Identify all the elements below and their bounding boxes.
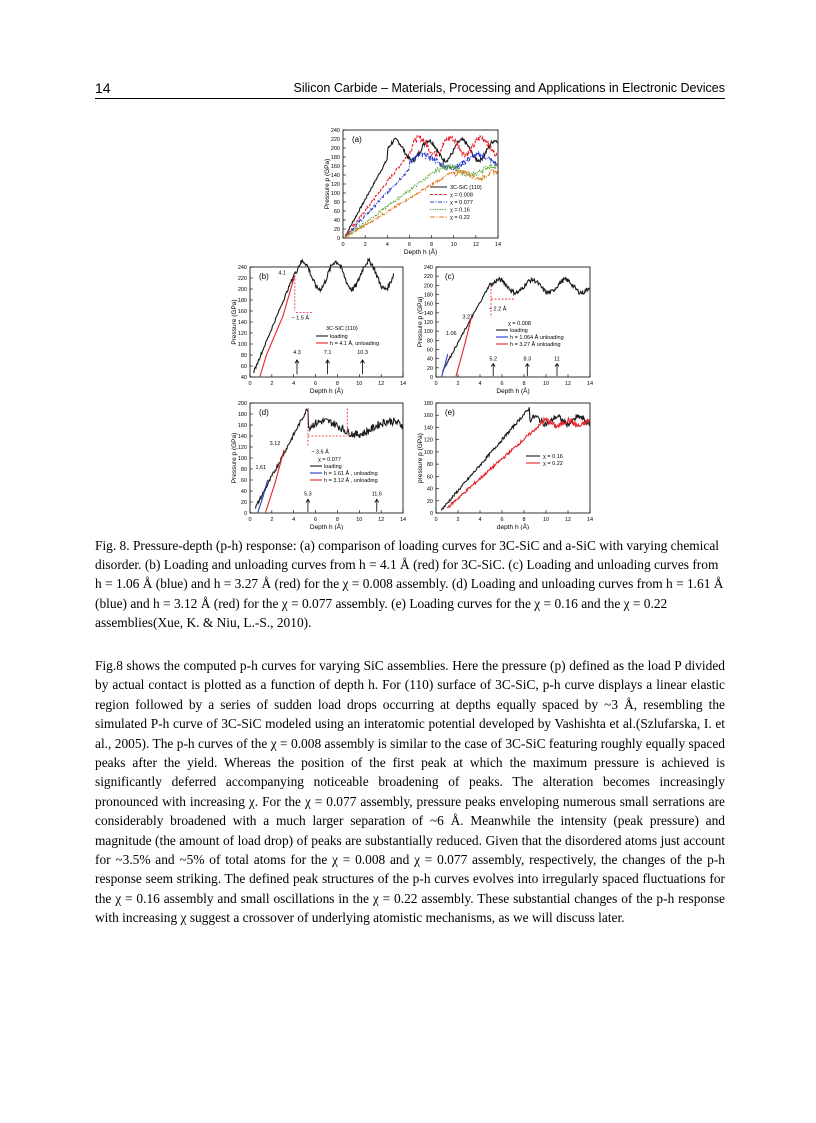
y-tick-label: 200 <box>237 401 247 407</box>
legend-entry: loading <box>324 464 342 470</box>
x-tick-label: 12 <box>564 381 572 387</box>
peak-annotation: 3.27 <box>462 314 474 321</box>
y-tick-label: 20 <box>240 500 247 506</box>
y-tick-label: 120 <box>330 182 340 188</box>
panel-label-d: (d) <box>259 408 269 417</box>
arrow-marker <box>375 499 379 512</box>
x-tick-label: 4 <box>478 517 482 523</box>
y-axis-label: Pressure (GPa) <box>231 299 238 345</box>
x-tick-label: 6 <box>314 381 318 387</box>
y-tick-label: 40 <box>426 356 433 363</box>
panel-frame-a <box>343 130 498 238</box>
y-tick-label: 180 <box>423 401 433 407</box>
y-tick-label: 60 <box>426 347 433 354</box>
panel-label-b: (b) <box>259 272 269 281</box>
x-tick-label: 0 <box>248 381 252 387</box>
x-tick-label: 2 <box>270 517 274 523</box>
x-tick-label: 4 <box>292 517 296 523</box>
legend-entry: χ = 0.008 <box>450 192 473 199</box>
x-tick-label: 8 <box>522 517 526 523</box>
x-tick-label: 2 <box>363 242 367 248</box>
arrow-label: 11 <box>554 356 560 363</box>
y-axis-label: Pressure p (GPa) <box>231 432 238 484</box>
x-tick-label: 8 <box>335 381 339 387</box>
y-tick-label: 180 <box>330 155 340 161</box>
separation-annotation: ~ 1.5 Å <box>291 315 310 322</box>
legend-entry: χ = 0.22 <box>543 461 563 467</box>
x-tick-label: 6 <box>314 517 318 523</box>
y-tick-label: 100 <box>423 329 433 336</box>
legend-entry: loading <box>510 328 528 334</box>
y-tick-label: 140 <box>330 173 340 179</box>
arrow-marker <box>361 360 365 374</box>
x-axis-label: Depth h (Å) <box>309 524 344 530</box>
legend-entry: h = 3.12 Å , unloading <box>324 478 378 484</box>
peak-annotation: 1.61 <box>255 465 267 471</box>
peak-annotation: 3.12 <box>269 440 281 447</box>
arrow-marker <box>491 364 495 376</box>
legend-entry: χ = 0.077 <box>450 200 473 206</box>
x-axis-label: depth h (Å) <box>496 524 530 530</box>
y-tick-label: 40 <box>426 486 433 493</box>
y-tick-label: 160 <box>330 164 340 170</box>
x-tick-label: 10 <box>542 517 550 523</box>
legend-entry: χ = 0.16 <box>543 454 563 460</box>
y-tick-label: 120 <box>237 331 247 337</box>
arrow-marker <box>306 499 310 512</box>
y-tick-label: 200 <box>330 146 340 152</box>
separation-annotation: ~ 3.6 Å <box>311 449 329 456</box>
x-tick-label: 14 <box>586 381 594 387</box>
y-tick-label: 160 <box>237 309 247 315</box>
x-tick-label: 10 <box>450 242 457 248</box>
y-tick-label: 220 <box>330 137 340 143</box>
y-tick-label: 40 <box>240 489 247 495</box>
arrow-marker <box>295 360 299 374</box>
x-tick-label: 6 <box>500 517 504 523</box>
x-tick-label: 14 <box>399 517 407 523</box>
y-tick-label: 80 <box>426 338 433 345</box>
y-tick-label: 240 <box>330 128 340 134</box>
arrow-marker <box>555 364 559 376</box>
panel-frame-e <box>436 403 590 513</box>
y-tick-label: 40 <box>240 375 247 381</box>
x-tick-label: 10 <box>356 381 363 387</box>
x-tick-label: 6 <box>407 242 411 248</box>
legend-entry: h = 4.1 Å, unloading <box>330 341 380 347</box>
x-axis-label: Depth h (Å) <box>309 388 344 395</box>
y-tick-label: 40 <box>333 218 340 224</box>
x-tick-label: 6 <box>500 381 504 387</box>
series-chi-022 <box>447 418 590 508</box>
x-tick-label: 10 <box>542 381 550 387</box>
panel-label-c: (c) <box>445 272 455 281</box>
y-tick-label: 80 <box>426 462 433 469</box>
y-tick-label: 200 <box>237 287 247 293</box>
y-tick-label: 140 <box>237 320 247 326</box>
x-tick-label: 0 <box>341 242 345 248</box>
y-tick-label: 180 <box>237 298 247 304</box>
legend-entry: h = 3.27 Å unloading <box>510 342 561 348</box>
arrow-label: 7.1 <box>323 349 332 356</box>
x-tick-label: 12 <box>378 517 385 523</box>
legend-entry: χ = 0.077 <box>318 457 341 463</box>
y-tick-label: 80 <box>333 200 340 206</box>
x-tick-label: 10 <box>356 517 363 523</box>
series-chi-022 <box>345 170 497 238</box>
x-tick-label: 4 <box>292 381 296 387</box>
y-tick-label: 160 <box>237 423 247 429</box>
y-tick-label: 140 <box>237 434 247 440</box>
y-axis-label: Pressure p (GPa) <box>417 296 424 348</box>
x-tick-label: 0 <box>434 381 438 387</box>
x-tick-label: 8 <box>522 381 526 387</box>
legend-entry: χ = 0.16 <box>450 207 470 214</box>
y-tick-label: 100 <box>423 449 433 456</box>
y-tick-label: 140 <box>423 310 433 317</box>
x-tick-label: 4 <box>385 242 389 248</box>
arrow-label: 5.2 <box>489 356 498 363</box>
arrow-marker <box>326 360 330 374</box>
legend-entry: loading <box>330 334 348 340</box>
y-tick-label: 60 <box>240 478 247 484</box>
x-tick-label: 2 <box>270 381 274 387</box>
y-axis-label: pressure p (GPa) <box>417 433 424 483</box>
y-tick-label: 20 <box>426 498 433 505</box>
y-tick-label: 160 <box>423 301 433 308</box>
y-tick-label: 240 <box>423 265 433 271</box>
figure-caption: Fig. 8. Pressure-depth (p-h) response: (a) comparison of loading curves for 3C-SiC and a-SiC with varying chemical disorder. (b) Loading and unloading curves from h = 4.1 Å (red) for 3C-SiC. (c) Loading and unloading curves from h = 1.06 Å (blue) and h = 3.27 Å (red) for the χ = 0.008 assembly. (d) Loading and unloading curves from h = 1.61 Å (blue) and h = 3.12 Å (red) for the χ = 0.077 assembly. (e) Loading curves for the χ = 0.16 and the χ = 0.22 assemblies(Xue, K. & Niu, L.-S., 2010). <box>95 538 724 630</box>
separation-annotation: ~ 2.2 Å <box>488 306 507 313</box>
y-tick-label: 200 <box>423 283 433 290</box>
y-tick-label: 0 <box>429 511 433 517</box>
x-tick-label: 2 <box>456 381 460 387</box>
series-unloading-3.27 <box>456 315 472 377</box>
x-tick-label: 2 <box>456 517 460 523</box>
arrow-label: 5.3 <box>304 491 312 498</box>
legend-entry: χ = 0.008 <box>508 321 531 327</box>
y-tick-label: 20 <box>333 227 340 233</box>
y-tick-label: 220 <box>423 274 433 281</box>
x-tick-label: 8 <box>335 517 339 523</box>
y-tick-label: 160 <box>423 413 433 420</box>
x-tick-label: 14 <box>494 242 502 248</box>
y-tick-label: 120 <box>237 445 247 451</box>
y-tick-label: 180 <box>423 292 433 299</box>
y-tick-label: 80 <box>240 467 247 473</box>
x-tick-label: 4 <box>478 381 482 387</box>
arrow-label: 11.6 <box>371 491 382 498</box>
arrow-marker <box>525 364 529 376</box>
y-tick-label: 60 <box>240 364 247 370</box>
legend-entry: χ = 0.22 <box>450 215 470 221</box>
y-tick-label: 140 <box>423 425 433 432</box>
y-tick-label: 0 <box>336 236 340 242</box>
page-number: 14 <box>95 80 111 96</box>
legend-entry: 3C-SiC (110) <box>326 326 358 332</box>
peak-annotation: 1.06 <box>445 330 457 337</box>
y-tick-label: 0 <box>243 511 247 517</box>
x-tick-label: 14 <box>399 381 407 387</box>
series-unloading-1.06 <box>442 354 448 377</box>
x-tick-label: 12 <box>378 381 385 387</box>
y-tick-label: 100 <box>237 342 247 348</box>
series-chi-016 <box>345 164 497 238</box>
panel-label-e: (e) <box>445 408 455 417</box>
legend-entry: h = 1.61 Å , unloading <box>324 471 378 477</box>
arrow-label: 10.3 <box>357 349 368 356</box>
y-tick-label: 0 <box>429 375 433 381</box>
y-tick-label: 80 <box>240 353 247 359</box>
x-tick-label: 12 <box>472 242 479 248</box>
x-tick-label: 8 <box>430 242 434 248</box>
x-tick-label: 0 <box>248 517 252 523</box>
y-tick-label: 240 <box>237 265 247 271</box>
y-tick-label: 220 <box>237 276 247 282</box>
y-axis-label: Pressure p (GPa) <box>324 158 331 210</box>
running-title: Silicon Carbide – Materials, Processing and Applications in Electronic Devices <box>293 81 725 95</box>
arrow-label: 4.3 <box>293 349 301 356</box>
x-axis-label: Depth h (Å) <box>403 249 438 256</box>
figure-8 <box>0 0 816 530</box>
panel-label-a: (a) <box>352 135 362 144</box>
arrow-label: 8.3 <box>523 356 532 363</box>
x-tick-label: 12 <box>564 517 572 523</box>
y-tick-label: 100 <box>330 191 340 197</box>
body-paragraph: Fig.8 shows the computed p-h curves for varying SiC assemblies. Here the pressure (p) defined as the load P divided by actual contact is plotted as a function of depth h. For (110) surface of 3C-SiC, p-h curve displays a linear elastic region followed by a series of sudden load drops occurring at depths equally spaced by ~3 Å, resembling the simulated P-h curve of 3C-SiC modeled using an interatomic potential developed by Vashishta et al.(Szlufarska, I. et al., 2005). The p-h curves of the χ = 0.008 assembly is similar to the case of 3C-SiC featuring roughly equally spaced peaks after the yield. Whereas the position of the first peak at which the maximum pressure is achieved is significantly deferred accompanying noticeable broadening of peaks. The alteration becomes increasingly pronounced with increasing χ. For the χ = 0.077 assembly, pressure peaks enveloping numerous small serrations are considerably broadened with a much larger separation of ~6 Å. Meanwhile the intensity (peak pressure) and magnitude (the amount of load drop) of peaks are substantially reduced. Given that the disordered atoms just account for ~3.5% and ~5% of total atoms for the χ = 0.008 and χ = 0.077 assembly, respectively, the changes of the p-h response seem striking. The defined peak structures of the p-h curves evolves into irregularly spaced fluctuations for the χ = 0.16 assembly and small oscillations in the χ = 0.22 assembly. These substantial changes of the p-h response with increasing χ suggest a crossover of underlying atomistic mechanisms, as we will discuss later. <box>95 658 725 926</box>
y-tick-label: 180 <box>237 412 247 418</box>
y-tick-label: 120 <box>423 437 433 444</box>
x-axis-label: Depth h (Å) <box>496 388 530 395</box>
y-tick-label: 60 <box>333 209 340 215</box>
y-tick-label: 100 <box>237 456 247 462</box>
peak-annotation: 4.1 <box>278 270 287 277</box>
y-tick-label: 60 <box>426 474 433 481</box>
legend-entry: h = 1.064 Å unloading <box>510 335 564 341</box>
series-unloading-4.1 <box>260 275 295 377</box>
legend-entry: 3C-SiC (110) <box>450 185 482 191</box>
y-tick-label: 120 <box>423 320 433 326</box>
x-tick-label: 14 <box>586 517 594 523</box>
y-tick-label: 20 <box>426 365 433 372</box>
series-unloading-1.61 <box>258 480 268 513</box>
x-tick-label: 0 <box>434 517 438 523</box>
